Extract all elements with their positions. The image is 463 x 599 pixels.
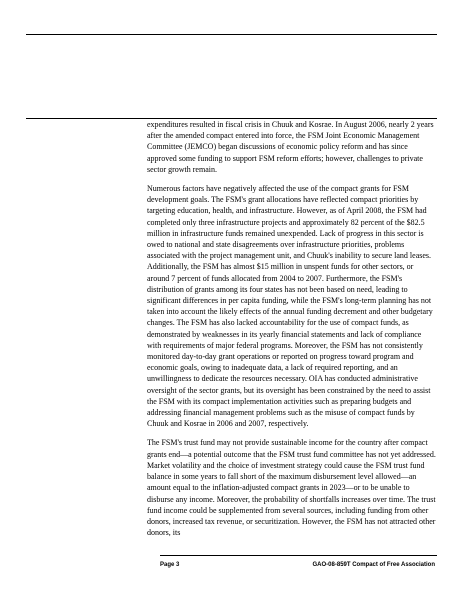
paragraph-1: expenditures resulted in fiscal crisis in Chuuk and Kosrae. In August 2006, nearly 2 years after the amended compact entered into force, the FSM Joint Economic Management Committee (JEMCO) began discussions of economic policy reform and has since approved some funding to support FSM reform efforts; however, challenges to private sector growth remain. [147,120,434,174]
body-text [147,119,436,546]
footer-rule [160,555,437,556]
paragraph-2: Numerous factors have negatively affected the use of the compact grants for FSM development goals. The FSM's grant allocations have reflected compact priorities by targeting education, health, and infrastructure. However, as of April 2008, the FSM had completed only three infrastructure projects and approximately 82 percent of the $82.5 million in infrastructure funds remained unexpended. Lack of progress in this sector is owed to national and state disagreements over infrastructure priorities, problems associated with the project management unit, and Chuuk's inability to secure land leases. Additionally, the FSM has almost $15 million in unspent funds for other sectors, or around 7 percent of funds allocated from 2004 to 2007. Furthermore, the FSM's distribution of grants among its four states has not been based on need, leading to significant differences in per capita funding, while the FSM's long-term planning has not taken into account the likely effects of the annual funding decrement and other budgetary changes. The FSM has also lacked accountability for the use of compact funds, as demonstrated by weaknesses in its yearly financial statements and lack of compliance with requirements of major federal programs. Moreover, the FSM has not consistently monitored day-to-day grant operations or reported on progress toward program and economic goals, owing to inadequate data, a lack of required reporting, and an unwillingness to dedicate the resources necessary. OIA has conducted administrative oversight of the sector grants, but its oversight has been constrained by the need to assist the FSM with its compact implementation activities such as preparing budgets and addressing financial management problems such as the misuse of compact funds by Chuuk and Kosrae in 2006 and 2007, respectively. [147,184,433,429]
top-rule [26,34,437,35]
report-id: GAO-08-859T Compact of Free Association [312,562,435,568]
page-number: Page 3 [160,562,180,568]
paragraph-3: The FSM's trust fund may not provide sustainable income for the country after compact grants end—a potential outcome that the FSM trust fund committee has not yet addressed. Market volatility and the choice of investment strategy could cause the FSM trust fund balance in some years to fall short of the maximum disbursement level allowed—an amount equal to the inflation-adjusted compact grants in 2023—or to be unable to disburse any income. Moreover, the probability of shortfalls increases over time. The trust fund income could be supplemented from several sources, including funding from other donors, increased tax revenue, or securitization. However, the FSM has not attracted other donors, its [147,438,436,538]
